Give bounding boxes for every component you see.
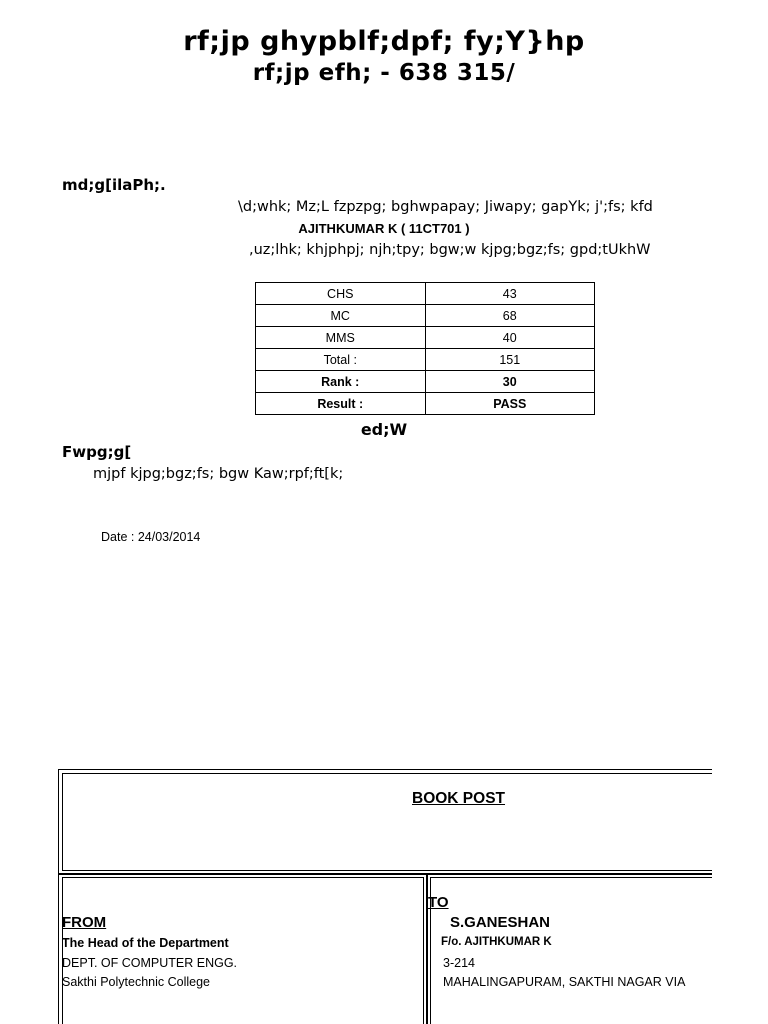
result-value-cell: PASS [425,393,595,415]
mark-cell: 68 [425,305,595,327]
recipient-line: MAHALINGAPURAM, SAKTHI NAGAR VIA [443,975,686,989]
from-label: FROM [62,914,107,931]
to-label: TO [428,894,449,911]
book-post-label: BOOK POST [412,790,506,807]
book-post-box-inner [62,773,712,871]
sender-line: The Head of the Department [62,936,229,950]
from-box-inner [62,877,424,1024]
table-row [256,305,595,327]
table-row [256,393,595,415]
table-row [256,349,595,371]
subject-cell: MMS [256,327,426,349]
rank-value-cell: 30 [425,371,595,393]
note-text: mjpf kjpg;bgz;fs; bgw Kaw;rpf;ft[k; [93,466,344,482]
total-label-cell: Total : [256,349,426,371]
intro-line: \d;whk; Mz;L fzpzpg; bghwpapay; Jiwapy; gapYk; j';fs; kfd [238,199,653,215]
note-heading: Fwpg;g[ [62,443,132,461]
subject-cell: MC [256,305,426,327]
mark-cell: 40 [425,327,595,349]
subject-cell: CHS [256,283,426,305]
sender-line: Sakthi Polytechnic College [62,975,210,989]
rank-label-cell: Rank : [256,371,426,393]
recipient-line: 3-214 [443,956,475,970]
salutation: md;g[ilaPh;. [62,176,166,194]
mark-cell: 43 [425,283,595,305]
college-address: rf;jp efh; - 638 315/ [252,60,516,86]
marks-intro-line: ,uz;lhk; khjphpj; njh;tpy; bgw;w kjpg;bgz;fs; gpd;tUkhW [249,242,651,258]
recipient-line: F/o. AJITHKUMAR K [441,936,552,948]
table-row [256,371,595,393]
recipient-name: S.GANESHAN [450,914,551,931]
result-label-cell: Result : [256,393,426,415]
marks-table [255,282,595,415]
to-box-inner [430,877,712,1024]
college-title: rf;jp ghypblf;dpf; fy;Y}hp [183,26,585,57]
table-row [256,327,595,349]
sender-line: DEPT. OF COMPUTER ENGG. [62,956,238,970]
table-row [256,283,595,305]
letter-date: Date : 24/03/2014 [101,530,201,544]
student-name: AJITHKUMAR K ( 11CT701 ) [298,221,470,236]
thanks-text: ed;W [360,420,408,439]
total-value-cell: 151 [425,349,595,371]
